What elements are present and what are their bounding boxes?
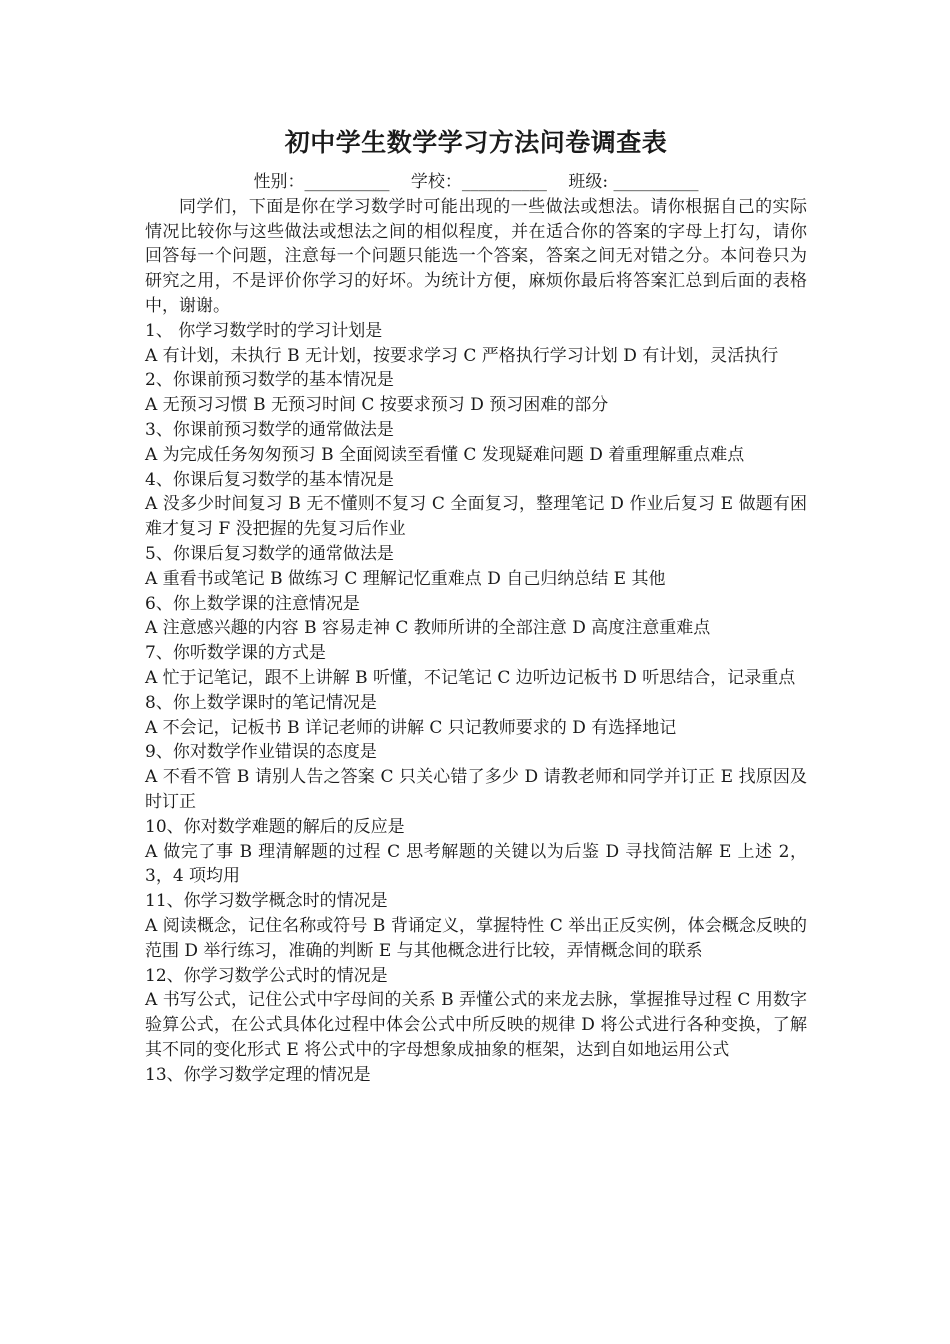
question-6: 6、你上数学课的注意情况是 xyxy=(145,593,360,614)
question-4: 4、你课后复习数学的基本情况是 xyxy=(145,469,394,490)
question-5: 5、你课后复习数学的通常做法是 xyxy=(145,543,394,564)
question-8-options: A 不会记，记板书 B 详记老师的讲解 C 只记教师要求的 D 有选择地记 xyxy=(145,717,677,738)
intro-paragraph: 同学们，下面是你在学习数学时可能出现的一些做法或想法。请你根据自己的实际情况比较你与这些做法或想法之间的相似程度，并在适合你的答案的字母上打勾，请你回答每一个问题，注意每一个问题只能选一个答案，答案之间无对错之分。本问卷只为研究之用，不是评价你学习的好坏。为统计方便，麻烦你最后将答案汇总到后面的表格中，谢谢。 xyxy=(145,196,807,316)
question-7: 7、你听数学课的方式是 xyxy=(145,643,326,664)
respondent-info xyxy=(145,170,807,195)
question-3: 3、你课前预习数学的通常做法是 xyxy=(145,419,394,440)
question-11-options: A 阅读概念，记住名称或符号 B 背诵定义，掌握特性 C 举出正反实例，体会概念反映的范围 D 举行练习，准确的判断 E 与其他概念进行比较，弄情概念间的联系 xyxy=(145,915,807,961)
question-1: 1、 你学习数学时的学习计划是 xyxy=(145,320,383,341)
question-9: 9、你对数学作业错误的态度是 xyxy=(145,742,377,763)
question-list xyxy=(145,319,807,1088)
question-4-options: A 没多少时间复习 B 无不懂则不复习 C 全面复习，整理笔记 D 作业后复习 E 做题有困难才复习 F 没把握的先复习后作业 xyxy=(145,494,807,540)
question-3-options: A 为完成任务匆匆预习 B 全面阅读至看懂 C 发现疑难问题 D 着重理解重点难点 xyxy=(145,444,745,465)
gender-field: 性别：__________ xyxy=(253,172,390,192)
document-page xyxy=(145,128,807,1087)
school-field: 学校：__________ xyxy=(410,172,547,192)
question-2: 2、你课前预习数学的基本情况是 xyxy=(145,370,394,391)
question-10: 10、你对数学难题的解后的反应是 xyxy=(145,816,405,837)
question-7-options: A 忙于记笔记，跟不上讲解 B 听懂，不记笔记 C 边听边记板书 D 听思结合，记录重点 xyxy=(145,667,796,688)
class-field: 班级: __________ xyxy=(568,172,699,192)
question-12-options: A 书写公式，记住公式中字母间的关系 B 弄懂公式的来龙去脉，掌握推导过程 C 用数字验算公式，在公式具体化过程中体会公式中所反映的规律 D 将公式进行各种变换，了解其不同的变化形式 E 将公式中的字母想象成抽象的框架，达到自如地运用公式 xyxy=(145,990,807,1060)
question-1-options: A 有计划，未执行 B 无计划，按要求学习 C 严格执行学习计划 D 有计划，灵活执行 xyxy=(145,345,779,366)
question-10-options: A 做完了事 B 理清解题的过程 C 思考解题的关键以为后鉴 D 寻找简洁解 E 上述 2，3，4 项均用 xyxy=(145,841,807,887)
document-title: 初中学生数学学习方法问卷调查表 xyxy=(284,128,668,157)
question-12: 12、你学习数学公式时的情况是 xyxy=(145,965,388,986)
question-9-options: A 不看不管 B 请别人告之答案 C 只关心错了多少 D 请教老师和同学并订正 E 找原因及时订正 xyxy=(145,767,807,812)
question-8: 8、你上数学课时的笔记情况是 xyxy=(145,692,377,713)
question-6-options: A 注意感兴趣的内容 B 容易走神 C 教师所讲的全部注意 D 高度注意重难点 xyxy=(145,618,711,639)
question-13: 13、你学习数学定理的情况是 xyxy=(145,1064,371,1085)
question-5-options: A 重看书或笔记 B 做练习 C 理解记忆重难点 D 自己归纳总结 E 其他 xyxy=(145,568,666,589)
question-2-options: A 无预习习惯 B 无预习时间 C 按要求预习 D 预习困难的部分 xyxy=(145,395,609,416)
question-11: 11、你学习数学概念时的情况是 xyxy=(145,891,388,912)
